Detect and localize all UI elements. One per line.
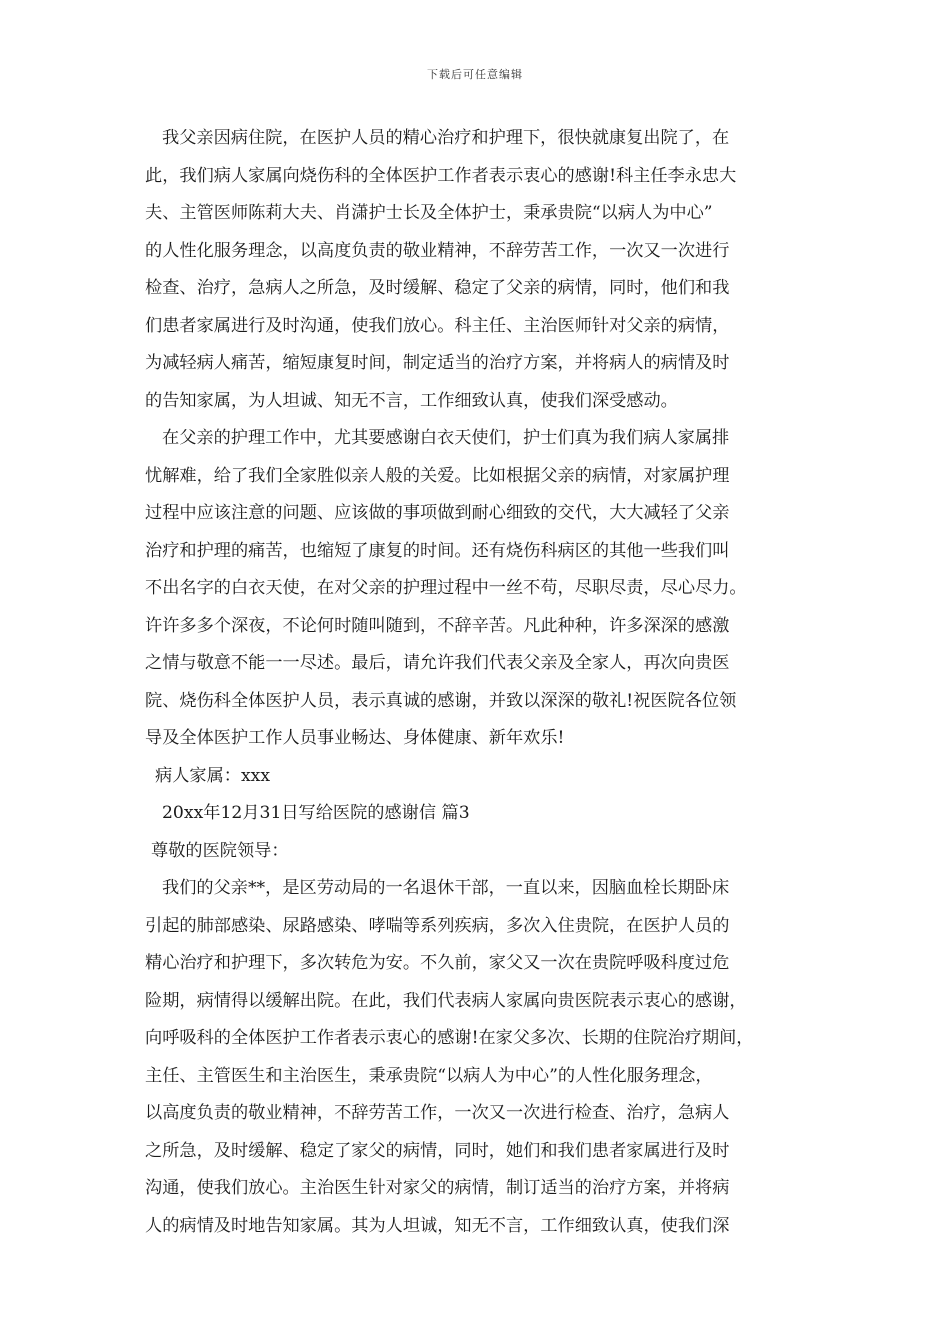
paragraph-line: 我父亲因病住院，在医护人员的精心治疗和护理下，很快就康复出院了，在 <box>162 128 730 148</box>
paragraph-line: 们患者家属进行及时沟通，使我们放心。科主任、主治医师针对父亲的病情， <box>145 315 730 336</box>
paragraph-line: 沟通，使我们放心。主治医生针对家父的病情，制订适当的治疗方案，并将病 <box>145 1178 730 1198</box>
salutation: 尊敬的医院领导： <box>151 840 289 861</box>
paragraph-line: 向呼吸科的全体医护工作者表示衷心的感谢!在家父多次、长期的住院治疗期间， <box>145 1028 754 1048</box>
paragraph-line: 夫、主管医师陈莉大夫、肖潇护士长及全体护士，秉承贵院“以病人为中心” <box>145 203 713 223</box>
section-title: 20xx年12月31日写给医院的感谢信 篇3 <box>162 803 470 823</box>
paragraph-line: 为减轻病人痛苦，缩短康复时间，制定适当的治疗方案，并将病人的病情及时 <box>145 353 730 373</box>
paragraph-line: 之所急，及时缓解、稳定了家父的病情，同时，她们和我们患者家属进行及时 <box>145 1140 730 1161</box>
paragraph-line: 之情与敬意不能一一尽述。最后，请允许我们代表父亲及全家人，再次向贵医 <box>145 653 730 673</box>
paragraph-line: 院、烧伤科全体医护人员，表示真诚的感谢，并致以深深的敬礼!祝医院各位领 <box>145 690 737 711</box>
paragraph-line: 的告知家属，为人坦诚、知无不言，工作细致认真，使我们深受感动。 <box>145 390 678 411</box>
paragraph-line: 人的病情及时地告知家属。其为人坦诚，知无不言，工作细致认真，使我们深 <box>145 1215 730 1236</box>
paragraph-line: 精心治疗和护理下，多次转危为安。不久前，家父又一次在贵院呼吸科度过危 <box>145 953 730 973</box>
paragraph-line: 不出名字的白衣天使，在对父亲的护理过程中一丝不苟，尽职尽责，尽心尽力。 <box>145 578 747 598</box>
paragraph-line: 过程中应该注意的问题、应该做的事项做到耐心细致的交代，大大减轻了父亲 <box>145 503 730 523</box>
signature-line: 病人家属：xxx <box>155 765 271 786</box>
paragraph-line: 险期，病情得以缓解出院。在此，我们代表病人家属向贵医院表示衷心的感谢， <box>145 990 747 1011</box>
paragraph-line: 导及全体医护工作人员事业畅达、身体健康、新年欢乐! <box>145 728 565 748</box>
paragraph-line: 主任、主管医生和主治医生，秉承贵院“以病人为中心”的人性化服务理念， <box>145 1065 713 1086</box>
paragraph-line: 许许多多个深夜，不论何时随叫随到，不辞辛苦。凡此种种，许多深深的感激 <box>145 615 730 636</box>
document-body <box>145 120 810 1245</box>
page-header: 下载后可任意编辑 <box>427 68 523 81</box>
paragraph-line: 在父亲的护理工作中，尤其要感谢白衣天使们，护士们真为我们病人家属排 <box>162 428 730 448</box>
paragraph-line: 治疗和护理的痛苦，也缩短了康复的时间。还有烧伤科病区的其他一些我们叫 <box>145 540 730 561</box>
paragraph-line: 引起的肺部感染、尿路感染、哮喘等系列疾病，多次入住贵院，在医护人员的 <box>145 915 730 936</box>
paragraph-line: 的人性化服务理念，以高度负责的敬业精神，不辞劳苦工作，一次又一次进行 <box>145 240 730 261</box>
paragraph-line: 我们的父亲**，是区劳动局的一名退休干部，一直以来，因脑血栓长期卧床 <box>162 878 730 898</box>
paragraph-line: 忧解难，给了我们全家胜似亲人般的关爱。比如根据父亲的病情，对家属护理 <box>145 465 730 486</box>
paragraph-line: 此，我们病人家属向烧伤科的全体医护工作者表示衷心的感谢!科主任李永忠大 <box>145 165 737 186</box>
paragraph-line: 检查、治疗，急病人之所急，及时缓解、稳定了父亲的病情，同时，他们和我 <box>145 278 730 298</box>
paragraph-line: 以高度负责的敬业精神，不辞劳苦工作，一次又一次进行检查、治疗，急病人 <box>145 1103 730 1123</box>
